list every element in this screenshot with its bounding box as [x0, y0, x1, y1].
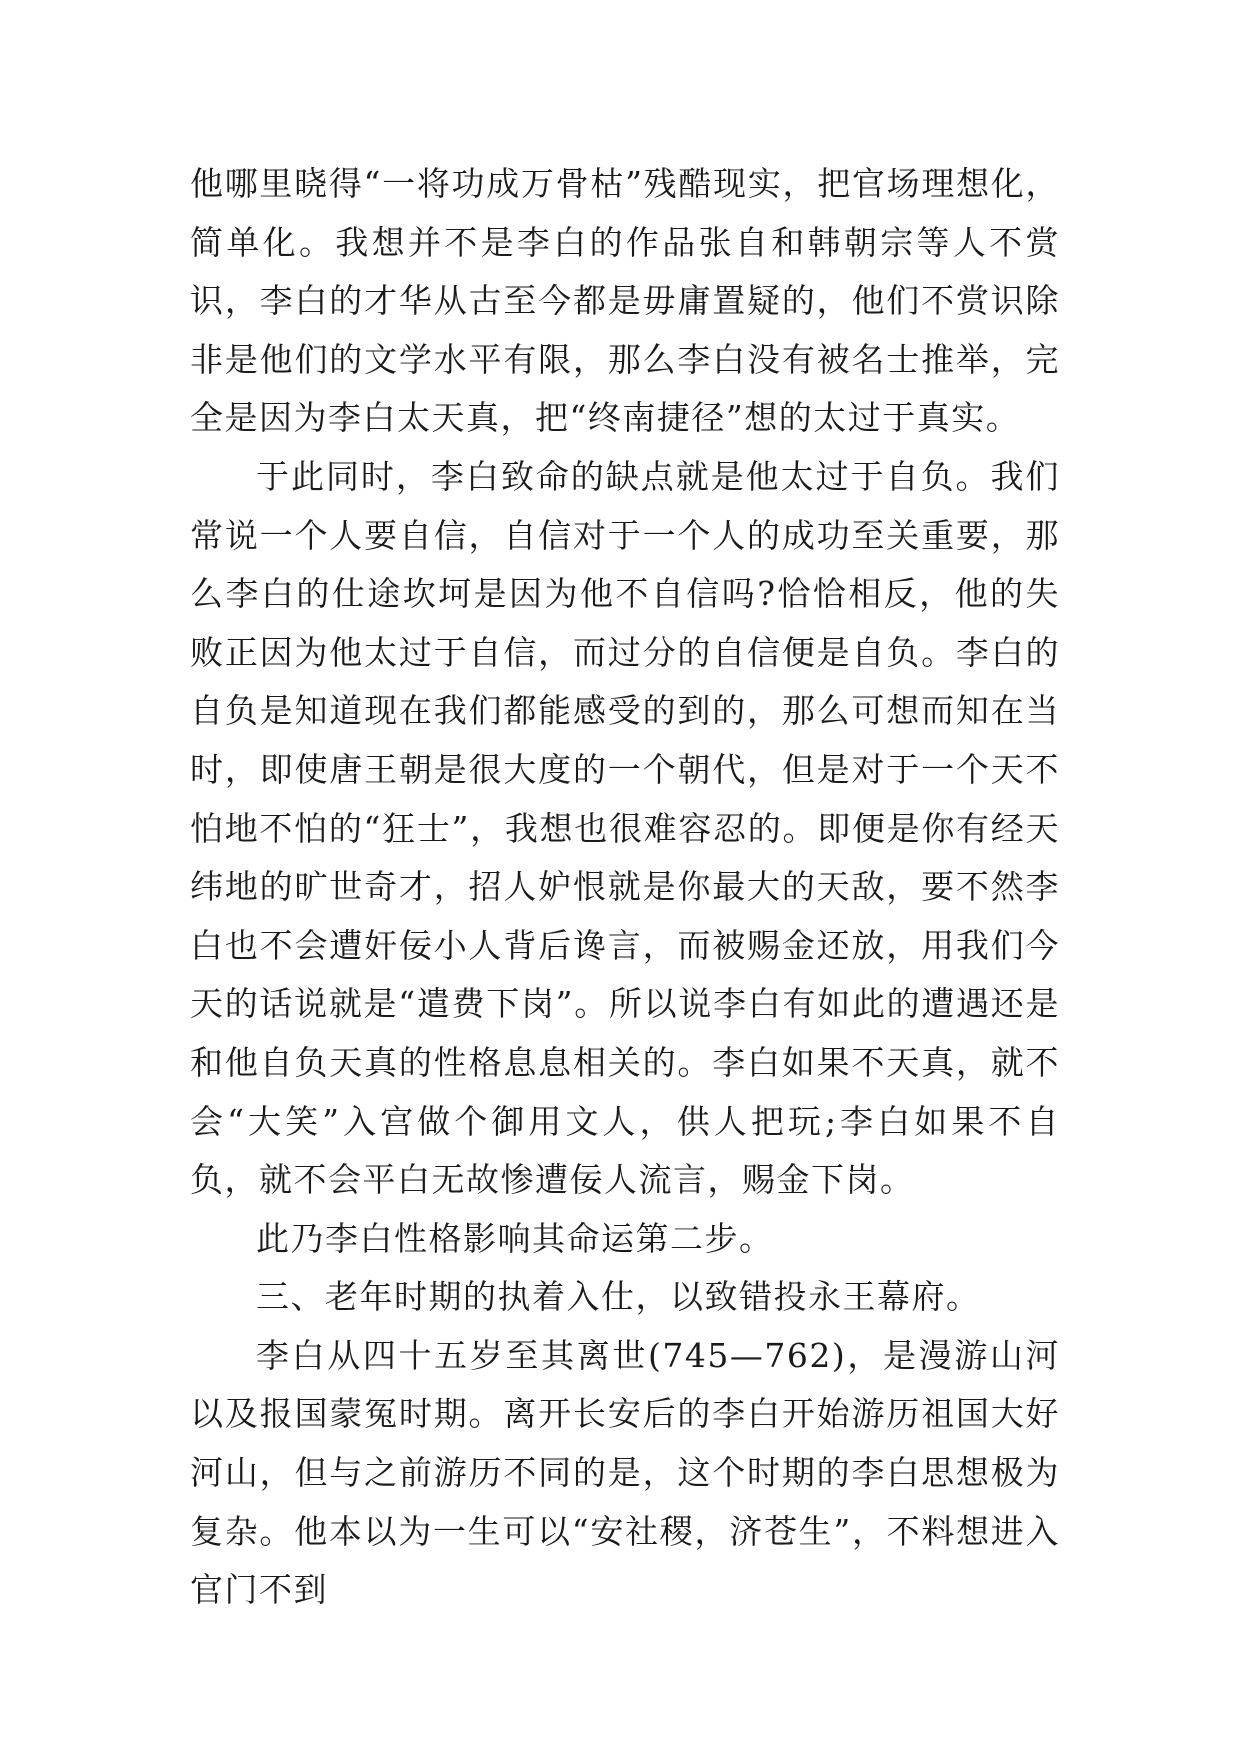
paragraph-2: 于此同时，李白致命的缺点就是他太过于自负。我们常说一个人要自信，自信对于一个人的成功至关重要，那么李白的仕途坎坷是因为他不自信吗?恰恰相反，他的失败正因为他太过于自信，而过分的自信便是自负。李白的自负是知道现在我们都能感受的到的，那么可想而知在当时，即使唐王朝是很大度的一个朝代，但是对于一个天不怕地不怕的“狂士”，我想也很难容忍的。即便是你有经天纬地的旷世奇才，招人妒恨就是你最大的天敌，要不然李白也不会遭奸佞小人背后谗言，而被赐金还放，用我们今天的话说就是“遣费下岗”。所以说李白有如此的遭遇还是和他自负天真的性格息息相关的。李白如果不天真，就不会“大笑”入宫做个御用文人，供人把玩;李白如果不自负，就不会平白无故惨遭佞人流言，赐金下岗。 — [190, 456, 1060, 1200]
document-body — [190, 155, 1060, 1620]
section-heading: 三、老年时期的执着入仕，以致错投永王幕府。 — [256, 1277, 981, 1317]
paragraph-1: 他哪里晓得“一将功成万骨枯”残酷现实，把官场理想化，简单化。我想并不是李白的作品张自和韩朝宗等人不赏识，李白的才华从古至今都是毋庸置疑的，他们不赏识除非是他们的文学水平有限，那么李白没有被名士推举，完全是因为李白太天真，把“终南捷径”想的太过于真实。 — [190, 164, 1060, 438]
paragraph-3: 此乃李白性格影响其命运第二步。 — [256, 1218, 774, 1258]
paragraph-4: 李白从四十五岁至其离世(745—762)，是漫游山河以及报国蒙冤时期。离开长安后的李白开始游历祖国大好河山，但与之前游历不同的是，这个时期的李白思想极为复杂。他本以为一生可以“安社稷，济苍生”，不料想进入官门不到 — [190, 1335, 1060, 1610]
